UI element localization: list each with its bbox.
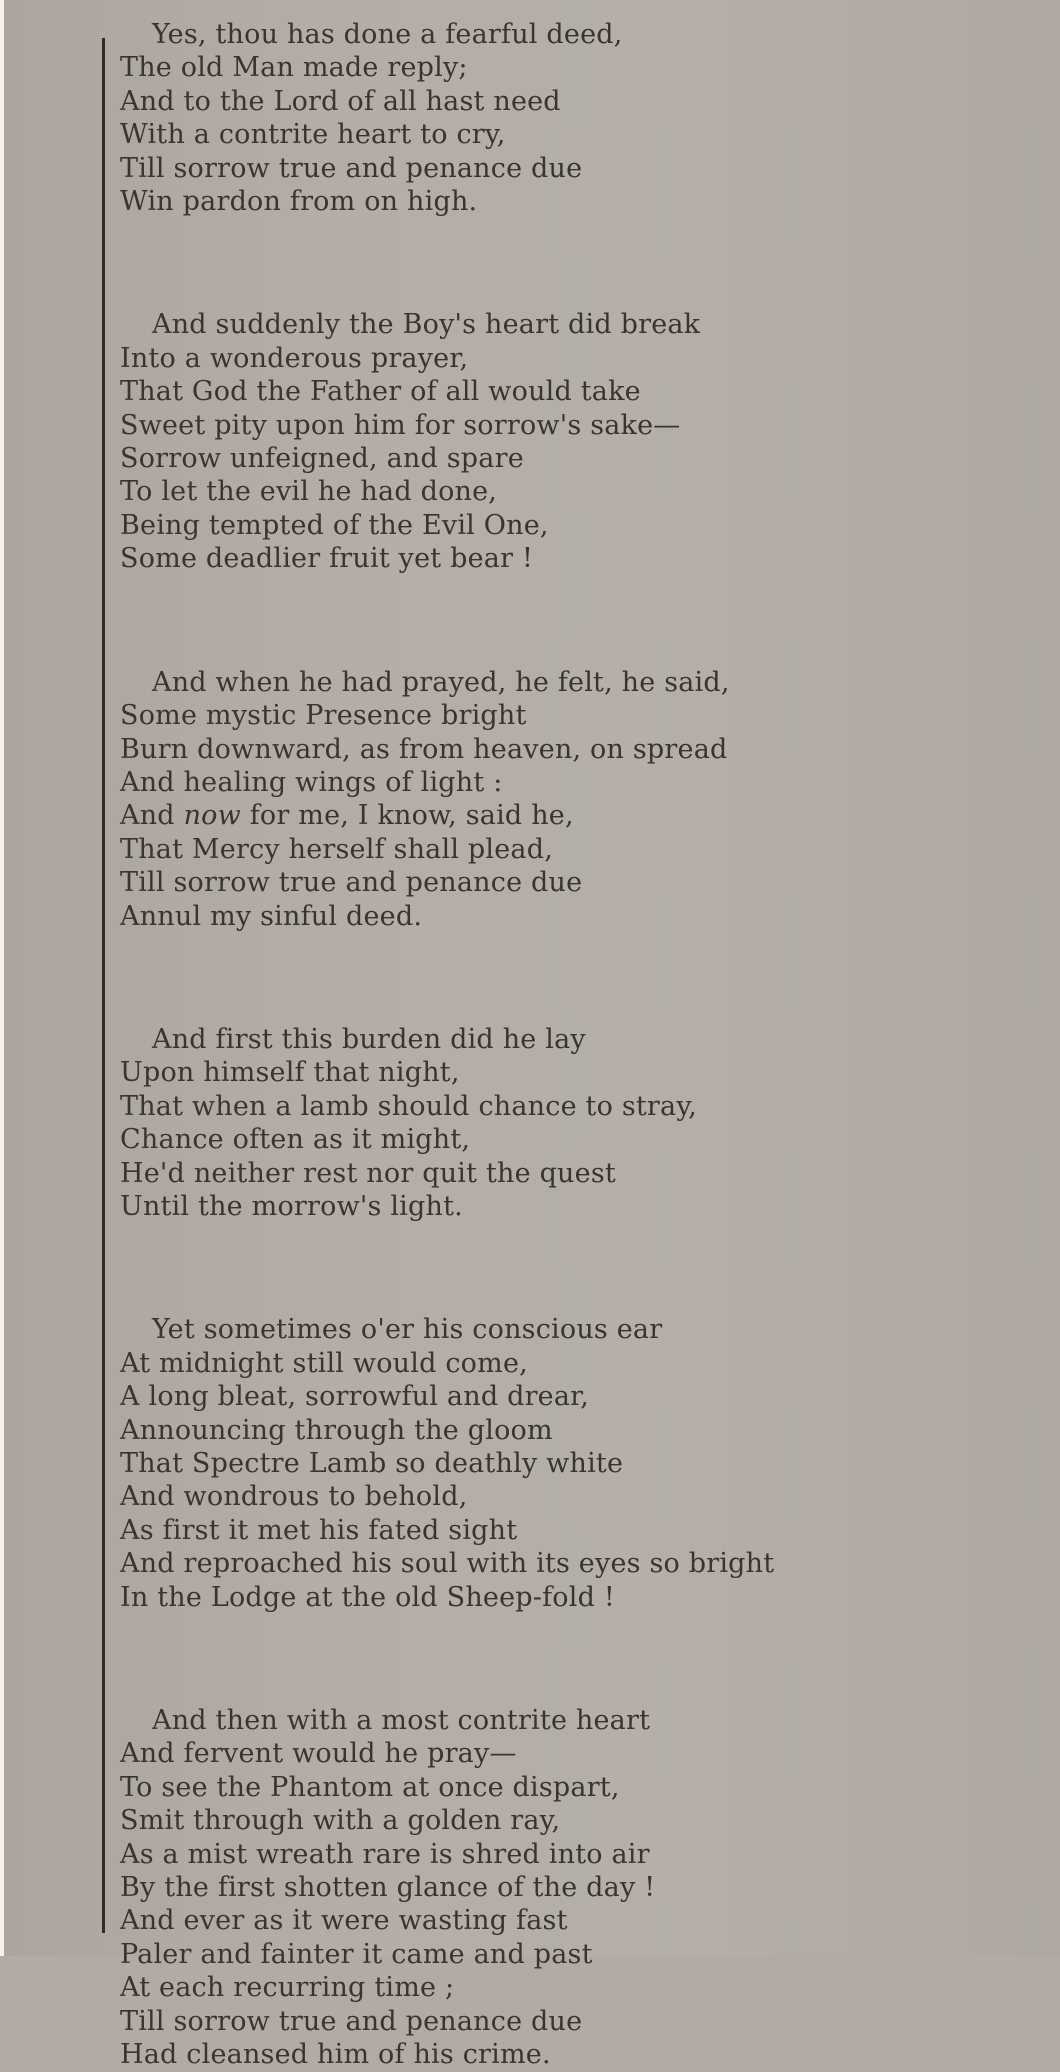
- poem-line: Some mystic Presence bright: [120, 700, 527, 732]
- poem-line: At each recurring time ;: [120, 1972, 455, 2004]
- poem-line: Smit through with a golden ray,: [120, 1805, 561, 1837]
- stanza-2: [120, 308, 1040, 575]
- poem-line: Burn downward, as from heaven, on spread: [120, 733, 728, 765]
- poem-line: And fervent would he pray—: [120, 1738, 517, 1770]
- poem-line: And suddenly the Boy's heart did break: [152, 309, 701, 341]
- stanza-5: [120, 1313, 1040, 1614]
- poem-line: Win pardon from on high.: [120, 186, 478, 218]
- poem-line: Sweet pity upon him for sorrow's sake—: [120, 409, 681, 441]
- poem-line: Annul my sinful deed.: [120, 900, 423, 932]
- poem-line: The old Man made reply;: [120, 52, 468, 84]
- poem-line: And first this burden did he lay: [152, 1023, 586, 1055]
- poem-line: Till sorrow true and penance due: [120, 867, 583, 899]
- poem-line: A long bleat, sorrowful and drear,: [120, 1381, 590, 1413]
- poem-line: He'd neither rest nor quit the quest: [120, 1157, 616, 1189]
- page-edge-strip: [0, 0, 4, 1956]
- poem-line: And healing wings of light :: [120, 766, 503, 798]
- poem-line: And when he had prayed, he felt, he said,: [152, 666, 730, 698]
- poem-line: Till sorrow true and penance due: [120, 152, 583, 184]
- poem-line: Yet sometimes o'er his conscious ear: [152, 1314, 663, 1346]
- poem-line: Chance often as it might,: [120, 1124, 471, 1156]
- poem-text: [120, 18, 1040, 2072]
- poem-line: At midnight still would come,: [120, 1347, 528, 1379]
- poem-line: And wondrous to behold,: [120, 1481, 468, 1513]
- poem-line-lead: And: [120, 800, 175, 832]
- poem-line: That Spectre Lamb so deathly white: [120, 1448, 624, 1479]
- poem-line: And ever as it were wasting fast: [120, 1905, 568, 1937]
- poem-line: Until the morrow's light.: [120, 1190, 463, 1222]
- stanza-6: [120, 1704, 1040, 2071]
- poem-line: And reproached his soul with its eyes so bright: [120, 1548, 775, 1580]
- stanza-3: [120, 666, 1040, 933]
- stanza-4: [120, 1023, 1040, 1223]
- poem-line: As a mist wreath rare is shred into air: [120, 1838, 650, 1870]
- poem-line: Till sorrow true and penance due: [120, 2005, 583, 2037]
- poem-line: That Mercy herself shall plead,: [120, 833, 553, 865]
- poem-line: Announcing through the gloom: [120, 1414, 553, 1446]
- poem-line: Yes, thou has done a fearful deed,: [152, 19, 623, 50]
- poem-line: Sorrow unfeigned, and spare: [120, 443, 524, 475]
- poem-line: To let the evil he had done,: [120, 476, 498, 508]
- poem-line: And then with a most contrite heart: [152, 1705, 651, 1737]
- poem-line: As first it met his fated sight: [120, 1514, 518, 1546]
- emphasized-word: now: [183, 800, 241, 832]
- stanza-1: [120, 18, 1040, 218]
- poem-line: That God the Father of all would take: [120, 376, 641, 408]
- poem-line-rest: for me, I know, said he,: [249, 800, 574, 832]
- column-rule: [102, 38, 105, 1933]
- poem-line: With a contrite heart to cry,: [120, 119, 506, 151]
- poem-line: Being tempted of the Evil One,: [120, 509, 549, 541]
- poem-line: To see the Phantom at once dispart,: [120, 1771, 620, 1803]
- poem-line: Paler and fainter it came and past: [120, 1938, 593, 1970]
- poem-line: In the Lodge at the old Sheep-fold !: [120, 1581, 615, 1613]
- poem-line: [120, 799, 1040, 832]
- poem-line: Into a wonderous prayer,: [120, 342, 469, 374]
- poem-line: That when a lamb should chance to stray,: [120, 1090, 697, 1122]
- poem-line: By the first shotten glance of the day !: [120, 1872, 656, 1904]
- poem-line: And to the Lord of all hast need: [120, 85, 561, 117]
- poem-line: Had cleansed him of his crime.: [120, 2039, 551, 2071]
- poem-line: Some deadlier fruit yet bear !: [120, 543, 534, 575]
- poem-line: Upon himself that night,: [120, 1057, 460, 1089]
